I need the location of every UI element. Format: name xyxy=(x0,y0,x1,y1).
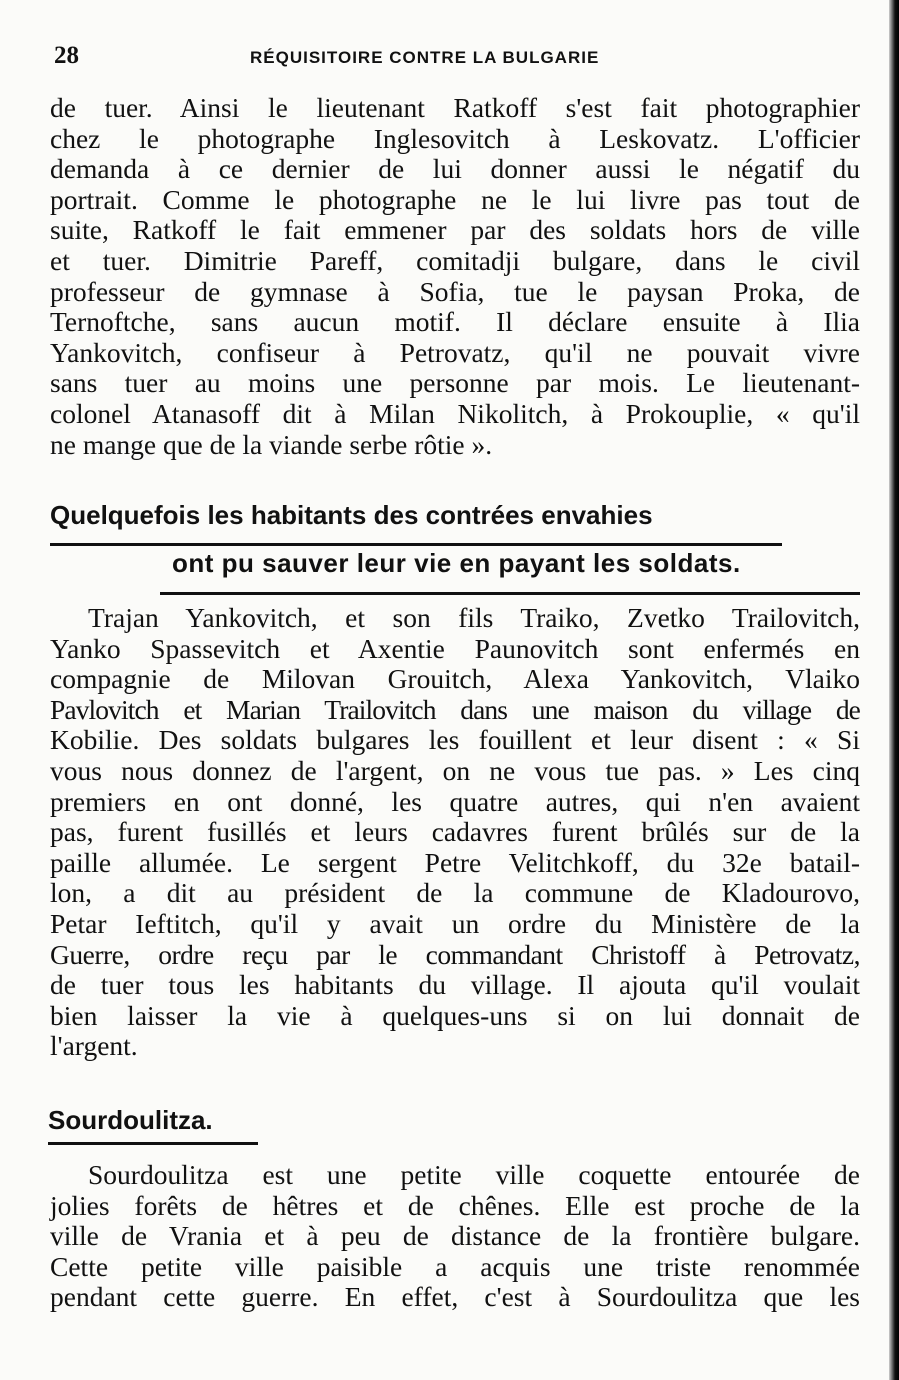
section-heading-sourdoulitza: Sourdoulitza. xyxy=(48,1105,213,1135)
text-line: portrait. Comme le photographe ne le lui livre pas tout de xyxy=(50,183,860,215)
text-line: chez le photographe Inglesovitch à Leskovatz. L'officier xyxy=(50,122,860,154)
heading-underline xyxy=(48,1142,258,1145)
text-line: Trajan Yankovitch, et son fils Traiko, Zvetko Trailovitch, xyxy=(88,602,860,633)
section-heading-line1: Quelquefois les habitants des contrées envahies xyxy=(50,500,653,530)
text-line: ville de Vrania et à peu de distance de la frontière bulgare. xyxy=(50,1220,860,1252)
text-line: pendant cette guerre. En effet, c'est à Sourdoulitza que les xyxy=(50,1281,860,1313)
paragraph-ratkoff xyxy=(50,93,860,460)
text-line: suite, Ratkoff le fait emmener par des soldats hors de ville xyxy=(50,214,860,246)
text-line: colonel Atanasoff dit à Milan Nikolitch, à Prokouplie, « qu'il xyxy=(50,397,860,429)
text-line: vous nous donnez de l'argent, on ne vous tue pas. » Les cinq xyxy=(50,754,860,786)
text-line: Petar Ieftitch, qu'il y avait un ordre du Ministère de la xyxy=(50,907,860,939)
text-line: pas, furent fusillés et leurs cadavres furent brûlés sur de la xyxy=(50,816,860,848)
text-line: l'argent. xyxy=(50,1030,138,1062)
text-line: demanda à ce dernier de lui donner aussi le négatif du xyxy=(50,153,860,185)
running-title: RÉQUISITOIRE CONTRE LA BULGARIE xyxy=(250,48,600,67)
text-line: Pavlovitch et Marian Trailovitch dans une maison du village de xyxy=(50,693,860,725)
section-heading-line2: ont pu sauver leur vie en payant les soldats. xyxy=(172,548,741,578)
text-line: de tuer tous les habitants du village. Il ajouta qu'il voulait xyxy=(50,969,860,1001)
text-line: jolies forêts de hêtres et de chênes. Elle est proche de la xyxy=(50,1189,860,1221)
heading-underline xyxy=(160,592,860,595)
page-number: 28 xyxy=(54,42,79,69)
heading-underline xyxy=(50,543,782,546)
page-edge-shadow xyxy=(889,0,899,1380)
paragraph-kobilie xyxy=(50,603,860,1062)
text-line: Yanko Spassevitch et Axentie Paunovitch sont enfermés en xyxy=(50,632,860,664)
text-line: lon, a dit au président de la commune de Kladourovo, xyxy=(50,877,860,909)
text-line: de tuer. Ainsi le lieutenant Ratkoff s'est fait photographier xyxy=(50,92,860,123)
paragraph-sourdoulitza xyxy=(50,1160,860,1313)
text-line: ne mange que de la viande serbe rôtie ». xyxy=(50,428,493,460)
text-line: Guerre, ordre reçu par le commandant Christoff à Petrovatz, xyxy=(50,938,860,970)
text-line: paille allumée. Le sergent Petre Velitchkoff, du 32e batail- xyxy=(50,846,860,878)
text-line: premiers en ont donné, les quatre autres, qui n'en avaient xyxy=(50,785,860,817)
text-line: Sourdoulitza est une petite ville coquette entourée de xyxy=(88,1159,860,1190)
text-line: compagnie de Milovan Grouitch, Alexa Yankovitch, Vlaiko xyxy=(50,663,860,695)
text-line: bien laisser la vie à quelques-uns si on lui donnait de xyxy=(50,999,860,1031)
text-line: et tuer. Dimitrie Pareff, comitadji bulgare, dans le civil xyxy=(50,244,860,276)
running-header xyxy=(50,42,870,72)
text-line: professeur de gymnase à Sofia, tue le paysan Proka, de xyxy=(50,275,860,307)
text-line: sans tuer au moins une personne par mois. Le lieutenant- xyxy=(50,367,860,399)
text-line: Cette petite ville paisible a acquis une triste renommée xyxy=(50,1250,860,1282)
text-line: Kobilie. Des soldats bulgares les fouillent et leur disent : « Si xyxy=(50,724,860,756)
text-line: Ternoftche, sans aucun motif. Il déclare ensuite à Ilia xyxy=(50,306,860,338)
text-line: Yankovitch, confiseur à Petrovatz, qu'il ne pouvait vivre xyxy=(50,336,860,368)
